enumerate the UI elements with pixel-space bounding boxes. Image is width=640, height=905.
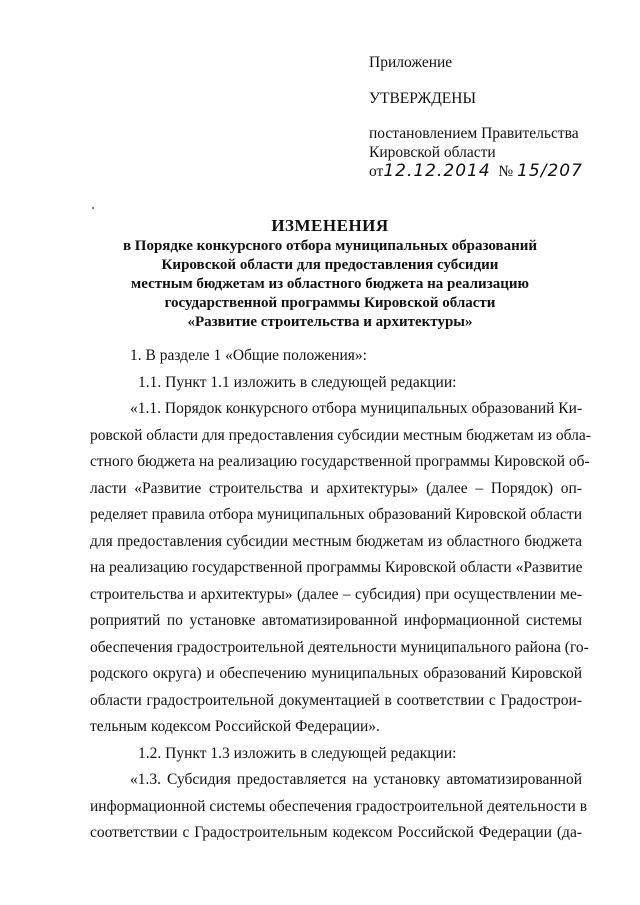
paragraph-line: соответствии с Градостроительным кодексом Российской Федерации (да- bbox=[90, 824, 582, 841]
paragraph-line: строительства и архитектуры» (далее – субсидия) при осуществлении ме- bbox=[90, 585, 582, 603]
scan-speck bbox=[92, 207, 94, 209]
decree-line-2: Кировской области bbox=[369, 144, 496, 161]
handwritten-date: 12.12.2014 bbox=[383, 161, 491, 181]
paragraph-line: ределяет правила отбора муниципальных образований Кировской области bbox=[90, 506, 582, 523]
paragraph-line: информационной системы обеспечения градостроительной деятельности в bbox=[90, 797, 588, 815]
heading-line: государственной программы Кировской области bbox=[164, 295, 496, 311]
paragraph-line: «1.3. Субсидия предоставляется на установку автоматизированной bbox=[130, 771, 582, 788]
approved-label: УТВЕРЖДЕНЫ bbox=[369, 90, 476, 107]
paragraph-line: стного бюджета на реализацию государственной программы Кировской об- bbox=[90, 453, 590, 470]
document-heading bbox=[100, 215, 560, 332]
section-1-heading: 1. В разделе 1 «Общие положения»: bbox=[130, 347, 367, 364]
decree-line-1: постановлением Правительства bbox=[369, 125, 579, 142]
item-1-2: 1.2. Пункт 1.3 изложить в следующей редакции: bbox=[138, 744, 457, 762]
paragraph-line: обеспечения градостроительной деятельности муниципального района (го- bbox=[90, 638, 589, 656]
document-body bbox=[90, 343, 591, 847]
paragraph-line: родского округа) и обеспечению муниципальных образований Кировской bbox=[90, 665, 582, 682]
paragraph-line: области градостроительной документацией в соответствии с Градострои- bbox=[90, 691, 582, 709]
paragraph-line: «1.1. Порядок конкурсного отбора муниципальных образований Ки- bbox=[130, 400, 583, 417]
heading-line: «Развитие строительства и архитектуры» bbox=[187, 314, 473, 330]
number-prefix: № bbox=[498, 163, 514, 180]
paragraph-line: ровской области для предоставления субсидии местным бюджетам из обла- bbox=[90, 426, 591, 444]
decree-date-number bbox=[369, 162, 583, 181]
decree-block bbox=[369, 124, 583, 181]
heading-line: в Порядке конкурсного отбора муниципальных образований bbox=[122, 238, 538, 254]
paragraph-line: на реализацию государственной программы Кировской области «Развитие bbox=[90, 559, 583, 576]
date-prefix: от bbox=[369, 163, 384, 180]
paragraph-line: для предоставления субсидии местным бюджетам из областного бюджета bbox=[90, 532, 582, 550]
appendix-label: Приложение bbox=[369, 54, 453, 71]
heading-title: ИЗМЕНЕНИЯ bbox=[271, 216, 389, 235]
handwritten-number: 15/207 bbox=[517, 161, 583, 181]
paragraph-line: тельным кодексом Российской Федерации». bbox=[90, 718, 380, 735]
paragraph-line: ласти «Развитие строительства и архитектуры» (далее – Порядок) оп- bbox=[90, 479, 582, 497]
heading-line: местным бюджетам из областного бюджета на реализацию bbox=[131, 276, 529, 292]
heading-line: Кировской области для предоставления субсидии bbox=[161, 257, 499, 273]
item-1-1: 1.1. Пункт 1.1 изложить в следующей редакции: bbox=[138, 373, 457, 391]
paragraph-line: роприятий по установке автоматизированной информационной системы bbox=[90, 612, 582, 629]
